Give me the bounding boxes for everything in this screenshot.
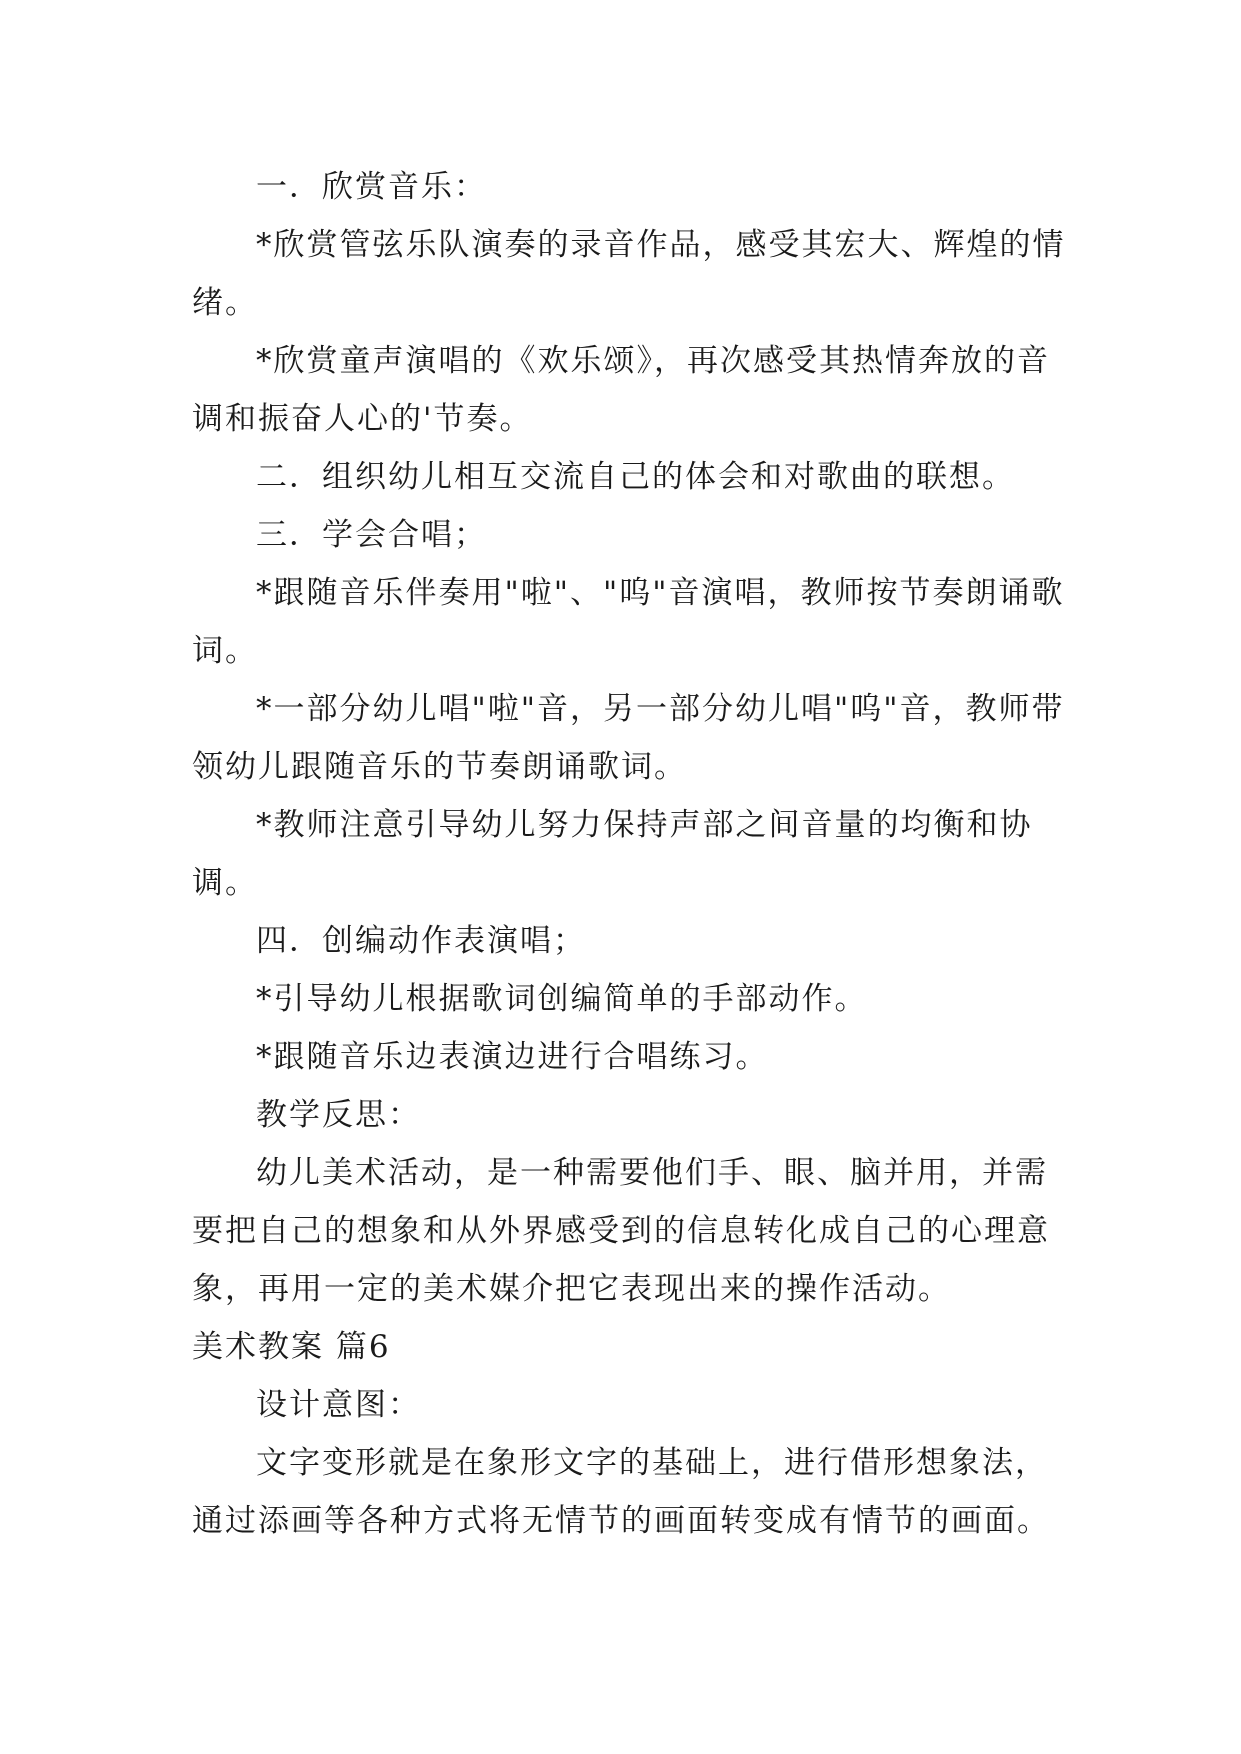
paragraph-reflection: 幼儿美术活动，是一种需要他们手、眼、脑并用，并需要把自己的想象和从外界感受到的信息转化成自己的心理意象，再用一定的美术媒介把它表现出来的操作活动。	[192, 1155, 1050, 1307]
section-heading-appreciate-music: 一．欣赏音乐：	[256, 169, 487, 205]
section-heading-reflection: 教学反思：	[256, 1097, 421, 1133]
paragraph-hand-movements: *引导幼儿根据歌词创编简单的手部动作。	[256, 981, 868, 1017]
section-heading-design-intent: 设计意图：	[256, 1387, 421, 1423]
section-heading-exchange: 二．组织幼儿相互交流自己的体会和对歌曲的联想。	[256, 459, 1015, 495]
section-heading-movement: 四．创编动作表演唱；	[256, 923, 586, 959]
paragraph-practice: *跟随音乐边表演边进行合唱练习。	[256, 1039, 769, 1075]
paragraph-parts: *一部分幼儿唱"啦"音，另一部分幼儿唱"呜"音，教师带领幼儿跟随音乐的节奏朗诵歌词。	[192, 691, 1065, 785]
section-heading-chorus: 三．学会合唱；	[256, 517, 487, 553]
paragraph-design-intent: 文字变形就是在象形文字的基础上，进行借形想象法，通过添画等各种方式将无情节的画面转变成有情节的画面。	[192, 1445, 1050, 1539]
paragraph-balance: *教师注意引导幼儿努力保持声部之间音量的均衡和协调。	[192, 807, 1033, 901]
paragraph-accompaniment: *跟随音乐伴奏用"啦"、"呜"音演唱，教师按节奏朗诵歌词。	[192, 575, 1065, 669]
paragraph-ode-to-joy: *欣赏童声演唱的《欢乐颂》，再次感受其热情奔放的音调和振奋人心的'节奏。	[192, 343, 1050, 437]
document-body	[192, 158, 1072, 1550]
article-title: 美术教案 篇6	[192, 1329, 391, 1365]
paragraph-orchestra: *欣赏管弦乐队演奏的录音作品，感受其宏大、辉煌的情绪。	[192, 227, 1066, 321]
